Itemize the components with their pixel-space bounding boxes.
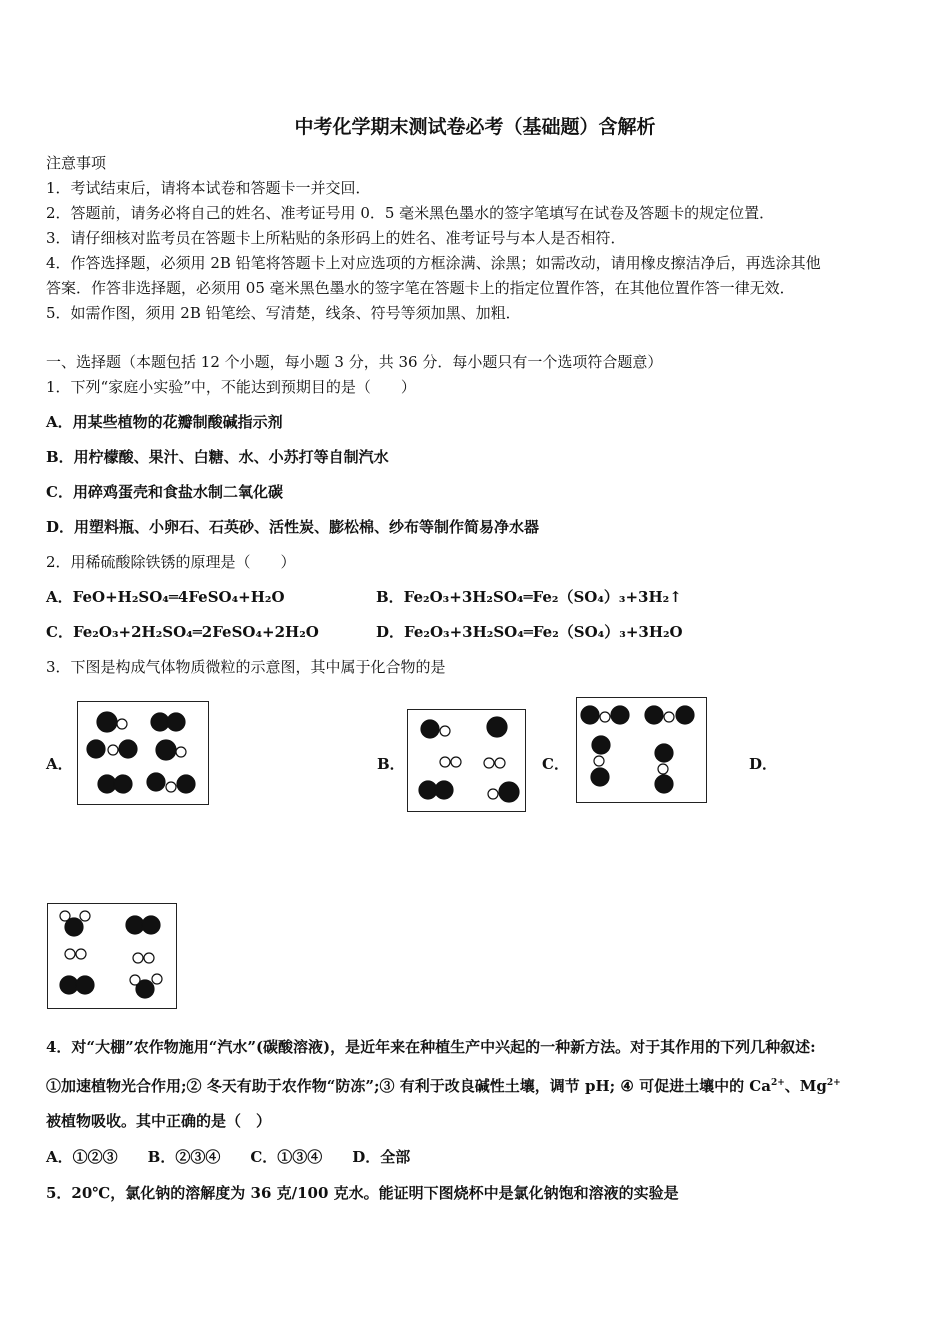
- question-1-stem: 1．下列“家庭小实验”中，不能达到预期目的是（ ）: [46, 378, 416, 396]
- question-2-stem: 2．用稀硫酸除铁锈的原理是（ ）: [46, 553, 296, 571]
- notice-item: 5．如需作图，须用 2B 铅笔绘、写清楚，线条、符号等须加黑、加粗．: [46, 304, 521, 322]
- q3-option-c[interactable]: C．: [542, 755, 569, 773]
- molecule-diagram-b: [408, 710, 527, 813]
- q1-option-c[interactable]: C．用碎鸡蛋壳和食盐水制二氧化碳: [46, 483, 283, 501]
- q1-option-b[interactable]: B．用柠檬酸、果汁、白糖、水、小苏打等自制汽水: [46, 448, 389, 466]
- q1-option-d[interactable]: D．用塑料瓶、小卵石、石英砂、活性炭、膨松棉、纱布等制作简易净水器: [46, 518, 540, 536]
- mg-charge: 2+: [826, 1078, 841, 1088]
- question-5-stem: 5．20℃，氯化钠的溶解度为 36 克/100 克水。能证明下图烧杯中是氯化钠饱和溶液的实验是: [46, 1184, 679, 1202]
- diagram-box-b: [407, 709, 526, 812]
- notice-item: 答案．作答非选择题，必须用 05 毫米黑色墨水的签字笔在答题卡上的指定位置作答，在其他位置作答一律无效．: [46, 279, 795, 297]
- diagram-box-a: [77, 701, 209, 805]
- q3-option-d[interactable]: D．: [749, 755, 778, 773]
- question-4-line3: 被植物吸收。其中正确的是（ ）: [46, 1112, 272, 1130]
- question-3-stem: 3．下图是构成气体物质微粒的示意图，其中属于化合物的是: [46, 658, 446, 676]
- q3-option-a[interactable]: A．: [46, 755, 73, 773]
- page-title: 中考化学期末测试卷必考（基础题）含解析: [294, 116, 656, 138]
- notice-item: 1．考试结束后，请将本试卷和答题卡一并交回．: [46, 179, 371, 197]
- q2-option-d[interactable]: D．Fe₂O₃+3H₂SO₄═Fe₂（SO₄）₃+3H₂O: [376, 623, 683, 641]
- molecule-diagram-a: [78, 702, 210, 806]
- q2-option-a[interactable]: A．FeO+H₂SO₄═4FeSO₄+H₂O: [46, 588, 285, 606]
- q3-option-b[interactable]: B．: [377, 755, 405, 773]
- molecule-diagram-d: [48, 904, 178, 1010]
- q4-options[interactable]: A．①②③ B．②③④ C．①③④ D．全部: [46, 1148, 411, 1166]
- q2-option-b[interactable]: B．Fe₂O₃+3H₂SO₄═Fe₂（SO₄）₃+3H₂↑: [376, 588, 682, 606]
- q4-statements: ①加速植物光合作用;② 冬天有助于农作物“防冻”;③ 有利于改良碱性土壤，调节 pH; ④ 可促进土壤中的 Ca: [46, 1077, 771, 1095]
- notice-item: 4．作答选择题，必须用 2B 铅笔将答题卡上对应选项的方框涂满、涂黑；如需改动，请用橡皮擦洁净后，再选涂其他: [46, 254, 821, 272]
- notice-item: 3．请仔细核对监考员在答题卡上所粘贴的条形码上的姓名、准考证号与本人是否相符．: [46, 229, 626, 247]
- diagram-box-d: [47, 903, 177, 1009]
- q2-option-c[interactable]: C．Fe₂O₃+2H₂SO₄═2FeSO₄+2H₂O: [46, 623, 319, 641]
- question-4-line1: 4．对“大棚”农作物施用“汽水”(碳酸溶液)，是近年来在种植生产中兴起的一种新方法。对于其作用的下列几种叙述:: [46, 1038, 816, 1056]
- notice-heading: 注意事项: [46, 154, 107, 172]
- q1-option-a[interactable]: A．用某些植物的花瓣制酸碱指示剂: [46, 413, 283, 431]
- notice-item: 2．答题前，请务必将自己的姓名、准考证号用 0．5 毫米黑色墨水的签字笔填写在试卷及答题卡的规定位置．: [46, 204, 775, 222]
- molecule-diagram-c: [577, 698, 708, 804]
- ca-charge: 2+: [770, 1078, 785, 1088]
- q4-separator: 、Mg: [784, 1077, 827, 1095]
- diagram-box-c: [576, 697, 707, 803]
- question-4-line2: [46, 1073, 841, 1096]
- section-heading: 一、选择题（本题包括 12 个小题，每小题 3 分，共 36 分．每小题只有一个选项符合题意）: [46, 353, 663, 371]
